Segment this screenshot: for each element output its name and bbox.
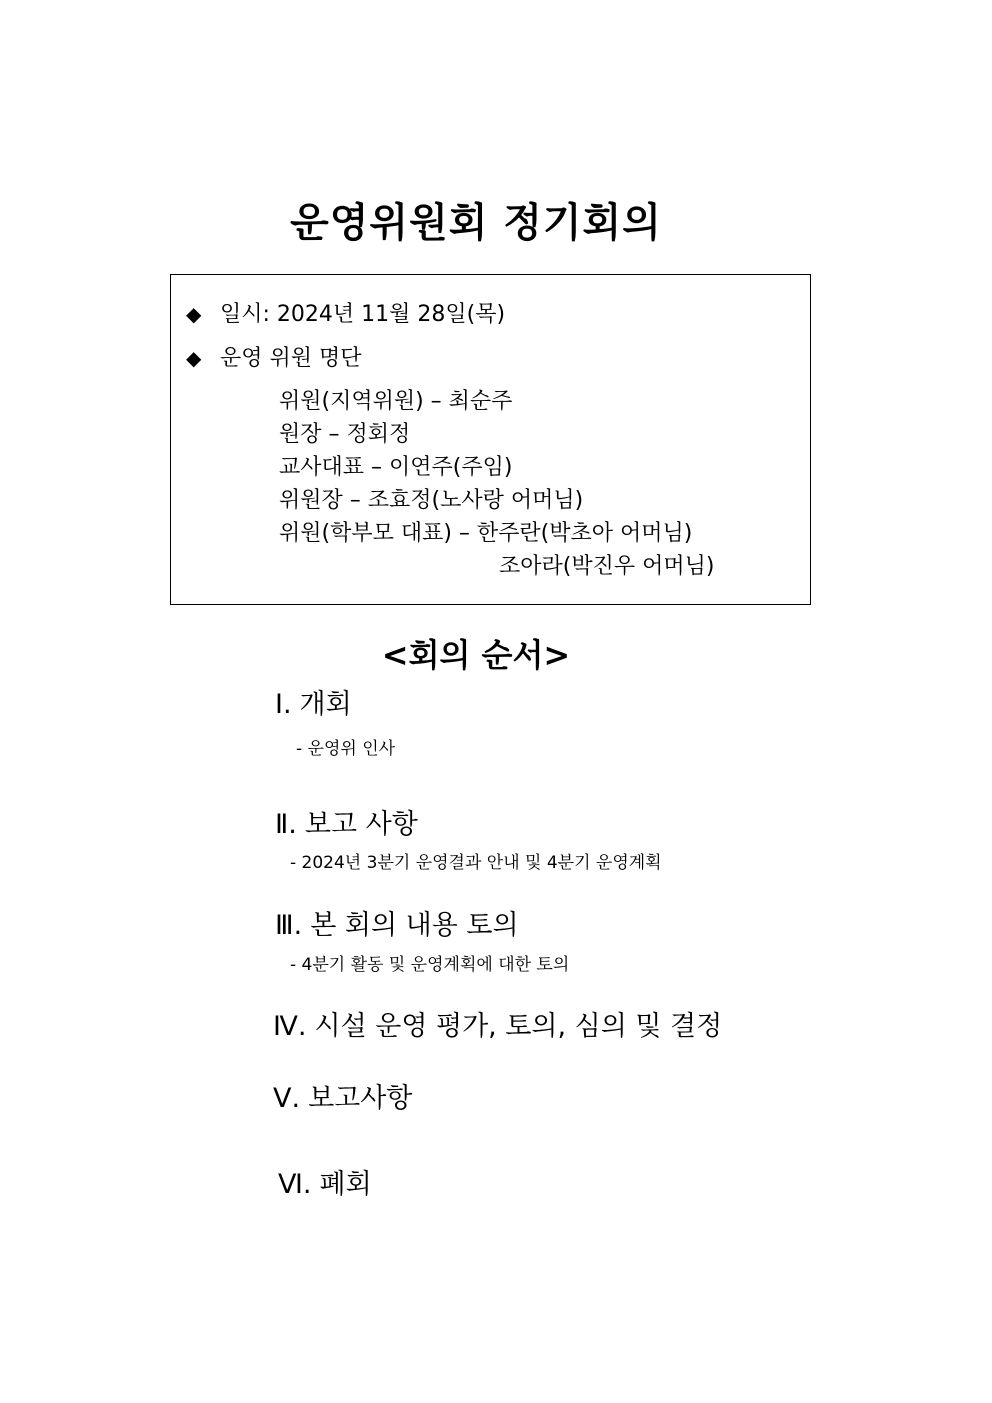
section-number: Ⅴ. — [273, 1083, 301, 1114]
section-number: Ⅰ. — [275, 689, 292, 720]
agenda-subitem: - 운영위 인사 — [296, 739, 396, 759]
diamond-bullet-icon: ◆ — [186, 346, 202, 370]
meeting-info-box — [170, 274, 811, 605]
diamond-bullet-icon: ◆ — [186, 302, 202, 326]
date-label: 일시: 2024년 11월 28일(목) — [220, 302, 506, 327]
section-number: Ⅵ. — [278, 1169, 312, 1200]
agenda-section-1 — [275, 686, 352, 724]
member-entry-continuation: 조아라(박진우 어머님) — [499, 554, 715, 579]
agenda-title: <회의 순서> — [381, 636, 571, 674]
agenda-subitem: - 4분기 활동 및 운영계획에 대한 토의 — [290, 955, 570, 975]
member-entry: 위원(지역위원) – 최순주 — [279, 389, 513, 414]
member-entry: 교사대표 – 이연주(주임) — [279, 455, 513, 480]
section-label: 보고사항 — [308, 1083, 413, 1114]
section-label: 폐회 — [319, 1169, 372, 1200]
roster-line — [186, 343, 362, 374]
roster-label: 운영 위원 명단 — [220, 346, 362, 371]
section-number: Ⅱ. — [275, 809, 297, 840]
section-number: Ⅲ. — [275, 910, 303, 941]
member-entry: 위원장 – 조효정(노사랑 어머님) — [279, 488, 584, 513]
section-number: Ⅳ. — [273, 1011, 307, 1042]
section-label: 개회 — [299, 689, 352, 720]
section-label: 본 회의 내용 토의 — [310, 910, 519, 941]
agenda-section-3 — [275, 907, 519, 945]
agenda-section-4 — [273, 1008, 722, 1046]
page-title: 운영위원회 정기회의 — [290, 200, 662, 246]
member-entry: 위원(학부모 대표) – 한주란(박초아 어머님) — [279, 521, 693, 546]
section-label: 보고 사항 — [304, 809, 418, 840]
agenda-section-2 — [275, 806, 418, 844]
member-entry: 원장 – 정회정 — [279, 422, 411, 447]
section-label: 시설 운영 평가, 토의, 심의 및 결정 — [314, 1011, 723, 1042]
agenda-section-5 — [273, 1080, 412, 1118]
agenda-section-6 — [278, 1166, 372, 1204]
agenda-subitem: - 2024년 3분기 운영결과 안내 및 4분기 운영계획 — [290, 853, 662, 873]
date-line — [186, 299, 505, 330]
